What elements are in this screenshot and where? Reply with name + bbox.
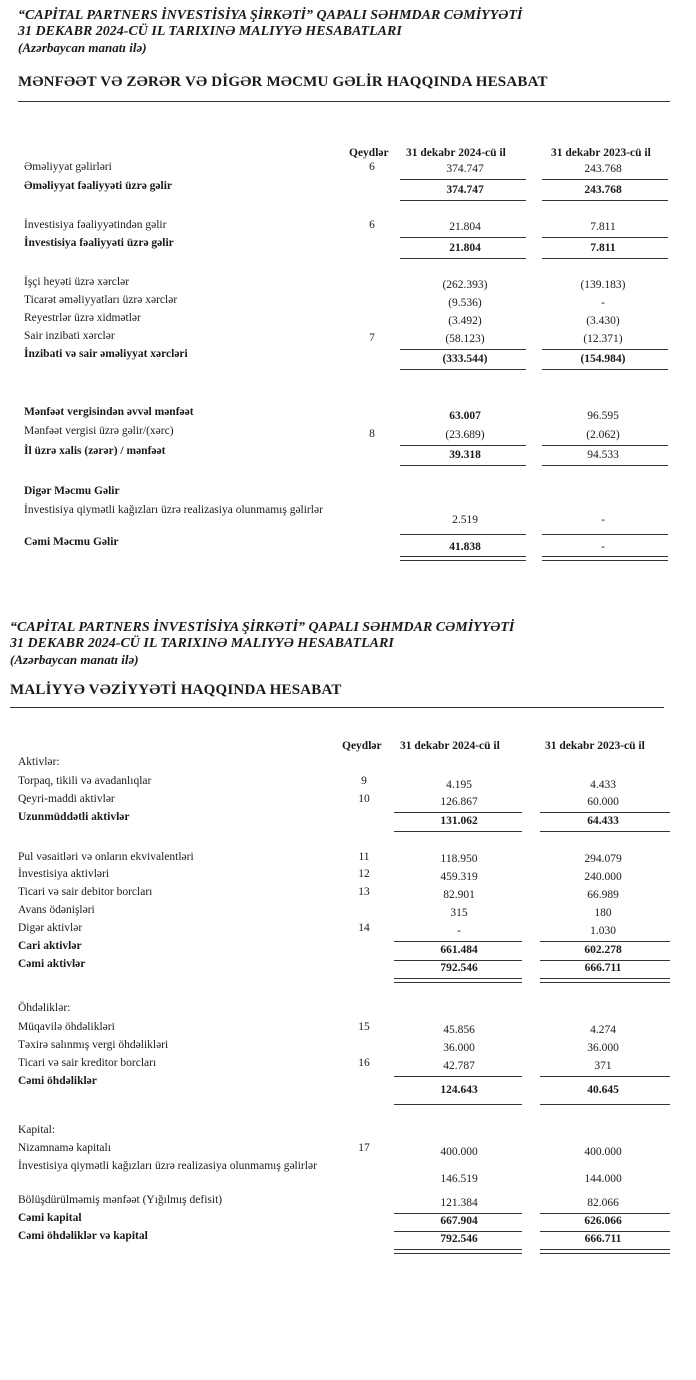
row-value-2024: 2.519	[452, 514, 478, 526]
row-label: Ticari və sair kreditor borcları	[18, 1057, 157, 1069]
row-note: 6	[369, 161, 375, 173]
col-header-2023: 31 dekabr 2023-cü il	[551, 147, 651, 159]
row-value-2024: 45.856	[443, 1024, 475, 1036]
row-value-2024: 459.319	[440, 871, 478, 883]
row-label: Öhdəliklər:	[18, 1002, 71, 1014]
row-label: Cəmi kapital	[18, 1212, 82, 1224]
row-label: Müqavilə öhdəlikləri	[18, 1021, 115, 1033]
row-value-2024: 315	[450, 907, 468, 919]
row-value-2024: 4.195	[446, 779, 472, 791]
row-value-2023: -	[601, 297, 605, 309]
row-value-2024: 124.643	[440, 1084, 478, 1096]
row-label: Pul vəsaitləri və onların ekvivalentləri	[18, 851, 194, 863]
row-label: Nizamnamə kapitalı	[18, 1142, 111, 1154]
row-note: 7	[369, 332, 375, 344]
row-value-2024: 21.804	[449, 221, 481, 233]
title-rule	[18, 101, 670, 102]
row-value-2023: (12.371)	[583, 333, 623, 345]
row-value-2023: -	[601, 541, 605, 553]
row-value-2024: 42.787	[443, 1060, 475, 1072]
col-header-2024: 31 dekabr 2024-cü il	[406, 147, 506, 159]
row-value-2023: (2.062)	[586, 429, 620, 441]
row-label: Sair inzibati xərclər	[24, 330, 115, 342]
row-label: İnvestisiya fəaliyyəti üzrə gəlir	[24, 237, 174, 249]
row-value-2023: 294.079	[584, 853, 622, 865]
row-value-2024: 374.747	[446, 184, 484, 196]
row-value-2023: 66.989	[587, 889, 619, 901]
row-value-2023: (139.183)	[580, 279, 626, 291]
row-label: İnvestisiya qiymətli kağızları üzrə realizasiya olunmamış gəlirlər	[24, 504, 323, 516]
row-label: İnzibati və sair əməliyyat xərcləri	[24, 348, 188, 360]
row-value-2024: 36.000	[443, 1042, 475, 1054]
row-value-2023: 243.768	[584, 163, 622, 175]
row-value-2024: 146.519	[440, 1173, 478, 1185]
row-note: 17	[358, 1142, 370, 1154]
row-value-2024: 39.318	[449, 449, 481, 461]
statement-title: MALİYYƏ VƏZİYYƏTİ HAQQINDA HESABAT	[10, 682, 342, 698]
row-value-2023: 144.000	[584, 1173, 622, 1185]
currency-note: (Azərbaycan manatı ilə)	[18, 40, 147, 55]
row-value-2023: (3.430)	[586, 315, 620, 327]
row-note: 8	[369, 428, 375, 440]
row-value-2023: 7.811	[590, 242, 616, 254]
row-value-2023: 82.066	[587, 1197, 619, 1209]
row-label: Reyestrlər üzrə xidmətlər	[24, 312, 141, 324]
row-value-2023: 1.030	[590, 925, 616, 937]
row-value-2023: 666.711	[584, 962, 622, 974]
row-value-2024: 792.546	[440, 962, 478, 974]
row-value-2023: 4.433	[590, 779, 616, 791]
company-name: “CAPİTAL PARTNERS İNVESTİSİYA ŞİRKƏTİ” QAPALI SƏHMDAR CƏMİYYƏTİ	[10, 620, 515, 635]
row-label: İnvestisiya qiymətli kağızları üzrə realizasiya olunmamış gəlirlər	[18, 1160, 317, 1172]
row-value-2024: 131.062	[440, 815, 478, 827]
row-label: Cəmi aktivlər	[18, 958, 86, 970]
row-value-2023: 7.811	[590, 221, 616, 233]
row-value-2024: (9.536)	[448, 297, 482, 309]
row-label: Cəmi Məcmu Gəlir	[24, 536, 119, 548]
row-value-2024: 126.867	[440, 796, 478, 808]
row-value-2024: 374.747	[446, 163, 484, 175]
row-value-2024: 118.950	[440, 853, 478, 865]
row-label: Cəmi öhdəliklər və kapital	[18, 1230, 148, 1242]
row-label: Cari aktivlər	[18, 940, 82, 952]
row-label: Digər aktivlər	[18, 922, 83, 934]
row-note: 14	[358, 922, 370, 934]
row-note: 12	[358, 868, 370, 880]
row-label: Kapital:	[18, 1124, 56, 1136]
row-label: İnvestisiya fəaliyyətindən gəlir	[24, 219, 167, 231]
row-value-2023: 4.274	[590, 1024, 616, 1036]
report-period: 31 DEKABR 2024-CÜ IL TARIXINƏ MALIYYƏ HESABATLARI	[18, 24, 402, 39]
row-label: Əməliyyat fəaliyyəti üzrə gəlir	[24, 180, 173, 192]
row-label: Mənfəət vergisindən əvvəl mənfəət	[24, 406, 194, 418]
col-header-notes: Qeydlər	[342, 740, 382, 752]
row-label: Digər Məcmu Gəlir	[24, 485, 120, 497]
row-label: İnvestisiya aktivləri	[18, 868, 110, 880]
row-value-2023: 243.768	[584, 184, 622, 196]
row-value-2024: 121.384	[440, 1197, 478, 1209]
row-value-2023: 94.533	[587, 449, 619, 461]
company-name: “CAPİTAL PARTNERS İNVESTİSİYA ŞİRKƏTİ” QAPALI SƏHMDAR CƏMİYYƏTİ	[18, 8, 523, 23]
col-header-2023: 31 dekabr 2023-cü il	[545, 740, 645, 752]
row-note: 16	[358, 1057, 370, 1069]
row-value-2023: (154.984)	[580, 353, 626, 365]
row-value-2024: (3.492)	[448, 315, 482, 327]
row-value-2023: 40.645	[587, 1084, 619, 1096]
row-note: 15	[358, 1021, 370, 1033]
row-value-2023: -	[601, 514, 605, 526]
row-label: Mənfəət vergisi üzrə gəlir/(xərc)	[24, 425, 174, 437]
row-value-2023: 96.595	[587, 410, 619, 422]
row-label: Əməliyyat gəlirləri	[24, 161, 112, 173]
row-label: Avans ödənişləri	[18, 904, 95, 916]
row-label: İşçi heyəti üzrə xərclər	[24, 276, 130, 288]
currency-note: (Azərbaycan manatı ilə)	[10, 652, 139, 667]
row-value-2023: 36.000	[587, 1042, 619, 1054]
row-value-2024: 792.546	[440, 1233, 478, 1245]
row-value-2023: 602.278	[584, 944, 622, 956]
row-value-2024: 400.000	[440, 1146, 478, 1158]
row-label: Ticari və sair debitor borcları	[18, 886, 153, 898]
row-label: Bölüşdürülməmiş mənfəət (Yığılmış defisit)	[18, 1194, 223, 1206]
col-header-2024: 31 dekabr 2024-cü il	[400, 740, 500, 752]
row-value-2023: 400.000	[584, 1146, 622, 1158]
row-value-2024: (58.123)	[445, 333, 485, 345]
row-value-2023: 371	[594, 1060, 612, 1072]
col-header-notes: Qeydlər	[349, 147, 389, 159]
row-note: 9	[361, 775, 367, 787]
row-note: 11	[358, 851, 370, 863]
row-value-2024: 63.007	[449, 410, 481, 422]
row-value-2024: 82.901	[443, 889, 475, 901]
row-value-2023: 626.066	[584, 1215, 622, 1227]
statement-title: MƏNFƏƏT VƏ ZƏRƏR VƏ DİGƏR MƏCMU GƏLİR HAQQINDA HESABAT	[18, 74, 548, 90]
row-label: Torpaq, tikili və avadanlıqlar	[18, 775, 152, 787]
row-note: 10	[358, 793, 370, 805]
row-label: Cəmi öhdəliklər	[18, 1075, 97, 1087]
row-label: İl üzrə xalis (zərər) / mənfəət	[24, 445, 166, 457]
row-value-2023: 666.711	[584, 1233, 622, 1245]
row-value-2024: 41.838	[449, 541, 481, 553]
row-value-2023: 60.000	[587, 796, 619, 808]
row-label: Ticarət əməliyyatları üzrə xərclər	[24, 294, 178, 306]
row-value-2024: -	[457, 925, 461, 937]
row-value-2024: (23.689)	[445, 429, 485, 441]
row-value-2024: (333.544)	[442, 353, 488, 365]
row-note: 6	[369, 219, 375, 231]
title-rule	[10, 707, 664, 708]
row-value-2024: 661.484	[440, 944, 478, 956]
row-value-2024: 667.904	[440, 1215, 478, 1227]
row-label: Aktivlər:	[18, 756, 60, 768]
row-value-2023: 180	[594, 907, 612, 919]
row-label: Uzunmüddətli aktivlər	[18, 811, 130, 823]
row-value-2023: 240.000	[584, 871, 622, 883]
row-value-2023: 64.433	[587, 815, 619, 827]
report-period: 31 DEKABR 2024-CÜ IL TARIXINƏ MALIYYƏ HESABATLARI	[10, 636, 394, 651]
row-note: 13	[358, 886, 370, 898]
row-value-2024: 21.804	[449, 242, 481, 254]
row-label: Təxirə salınmış vergi öhdəlikləri	[18, 1039, 169, 1051]
row-label: Qeyri-maddi aktivlər	[18, 793, 115, 805]
row-value-2024: (262.393)	[442, 279, 488, 291]
